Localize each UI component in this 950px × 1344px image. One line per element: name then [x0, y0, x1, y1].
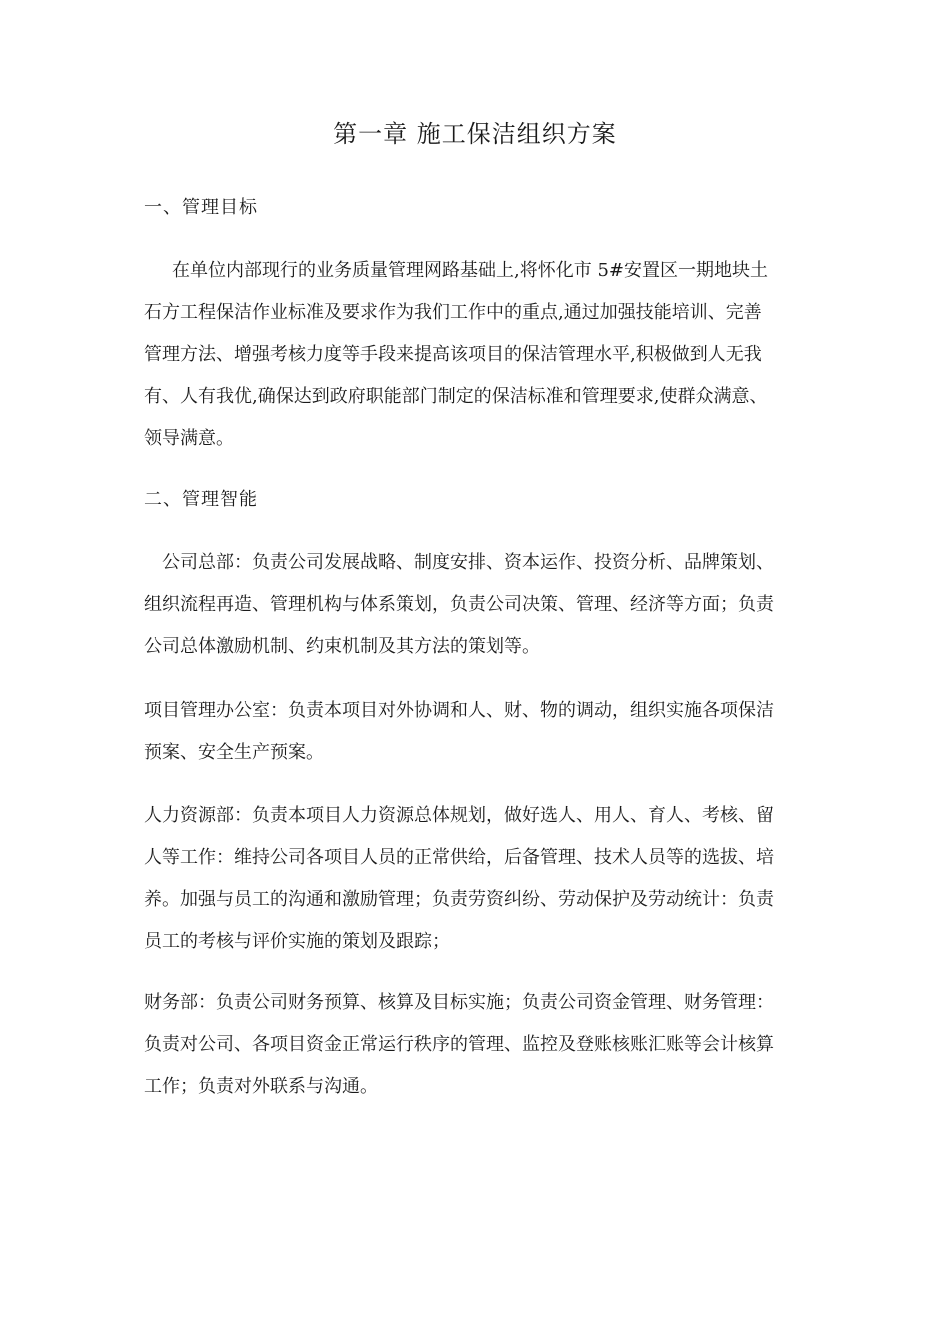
paragraph-line: 养。加强与员工的沟通和激励管理；负责劳资纠纷、劳动保护及劳动统计：负责 — [144, 889, 774, 910]
paragraph-goals — [144, 250, 816, 460]
paragraph-line: 领导满意。 — [144, 428, 234, 449]
section-heading-goals: 一、管理目标 — [144, 197, 258, 218]
paragraph-line: 预案、安全生产预案。 — [144, 742, 324, 763]
paragraph-line: 负责对公司、各项目资金正常运行秩序的管理、监控及登账核账汇账等会计核算 — [144, 1034, 774, 1055]
paragraph-line: 公司总部：负责公司发展战略、制度安排、资本运作、投资分析、品牌策划、 — [162, 552, 774, 573]
paragraph-human-resources — [144, 795, 816, 963]
paragraph-line: 公司总体激励机制、约束机制及其方法的策划等。 — [144, 636, 540, 657]
paragraph-line: 石方工程保洁作业标准及要求作为我们工作中的重点,通过加强技能培训、完善 — [144, 302, 762, 323]
paragraph-line: 工作；负责对外联系与沟通。 — [144, 1076, 378, 1097]
paragraph-line: 项目管理办公室：负责本项目对外协调和人、财、物的调动，组织实施各项保洁 — [144, 700, 774, 721]
chapter-title: 第一章 施工保洁组织方案 — [333, 120, 617, 148]
paragraph-line: 有、人有我优,确保达到政府职能部门制定的保洁标准和管理要求,使群众满意、 — [144, 386, 768, 407]
paragraph-headquarters — [144, 542, 816, 668]
paragraph-project-office — [144, 690, 816, 774]
paragraph-line: 人力资源部：负责本项目人力资源总体规划，做好选人、用人、育人、考核、留 — [144, 805, 774, 826]
paragraph-line: 财务部：负责公司财务预算、核算及目标实施；负责公司资金管理、财务管理： — [144, 992, 774, 1013]
paragraph-line: 在单位内部现行的业务质量管理网路基础上,将怀化市 5#安置区一期地块土 — [172, 260, 768, 281]
paragraph-finance — [144, 982, 816, 1108]
paragraph-line: 人等工作：维持公司各项目人员的正常供给，后备管理、技术人员等的选拔、培 — [144, 847, 774, 868]
paragraph-line: 组织流程再造、管理机构与体系策划，负责公司决策、管理、经济等方面；负责 — [144, 594, 774, 615]
section-heading-functions: 二、管理智能 — [144, 489, 258, 510]
paragraph-line: 管理方法、增强考核力度等手段来提高该项目的保洁管理水平,积极做到人无我 — [144, 344, 762, 365]
paragraph-line: 员工的考核与评价实施的策划及跟踪； — [144, 931, 450, 952]
